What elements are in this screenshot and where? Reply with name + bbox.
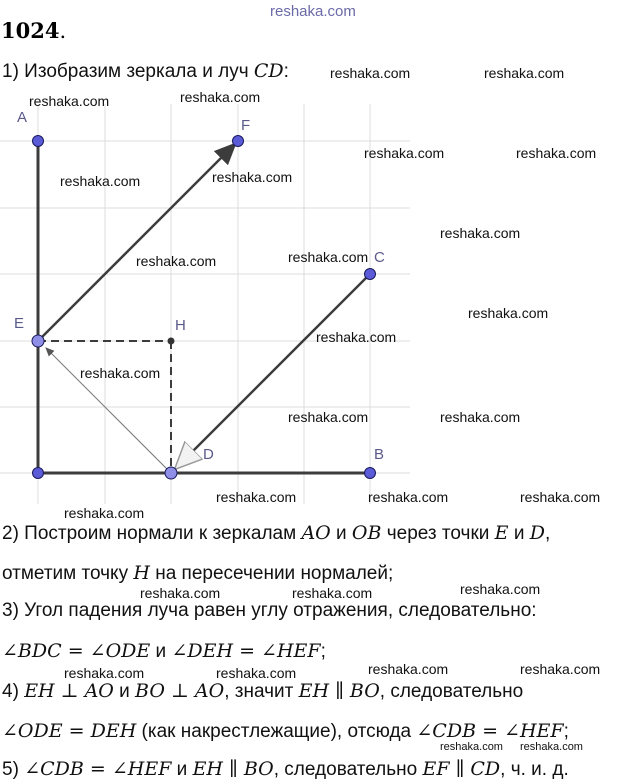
- watermark: reshaka.com: [212, 169, 293, 185]
- step-2-e: E: [494, 522, 509, 544]
- step-5-parallel-2: EF ∥ CD: [422, 758, 501, 780]
- watermark: reshaka.com: [216, 665, 297, 681]
- step-1-end: :: [283, 61, 289, 82]
- grid: [0, 104, 410, 504]
- incident-ray-cd: [178, 274, 370, 466]
- step-2-ao: AO: [301, 522, 331, 544]
- step-3-line-1: 3) Угол падения луча равен углу отражения, следовательно:: [2, 600, 537, 621]
- label-a: A: [17, 109, 28, 126]
- step-4-eq-2: ∠CDB = ∠HEF: [416, 720, 564, 742]
- step-5-therefore: , следовательно: [273, 759, 423, 780]
- step-4-line-1: [2, 680, 523, 703]
- watermark: reshaka.com: [520, 489, 601, 505]
- watermark: reshaka.com: [460, 581, 541, 597]
- watermark: reshaka.com: [64, 505, 145, 521]
- point-o: [33, 468, 44, 479]
- step-4-and: и: [113, 681, 136, 702]
- step-4-eh-perp: EH ⊥ AO: [24, 680, 114, 702]
- watermark: reshaka.com: [520, 661, 601, 677]
- task-number: [1, 18, 66, 43]
- step-2-d: D: [529, 522, 545, 544]
- watermark: reshaka.com: [288, 409, 369, 425]
- watermark: reshaka.com: [316, 329, 397, 345]
- label-c: C: [374, 249, 385, 266]
- site-watermark-header[interactable]: reshaka.com: [270, 3, 356, 20]
- step-5-num: 5): [2, 759, 25, 780]
- step-4-bo-perp: BO ⊥ AO: [135, 680, 225, 702]
- step-3-line-2: [2, 640, 326, 663]
- step-2-and2: и: [508, 523, 530, 544]
- point-f: [233, 136, 244, 147]
- watermark: reshaka.com: [29, 93, 110, 109]
- geometry-figure: [0, 104, 420, 514]
- step-4-reason: (как накрестлежащие), отсюда: [136, 721, 417, 742]
- step-2b-end: на пересечении нормалей;: [149, 563, 394, 584]
- watermark: reshaka.com: [520, 741, 583, 753]
- label-f: F: [241, 117, 251, 134]
- step-5-and: и: [171, 759, 193, 780]
- figure-svg: [0, 104, 420, 514]
- step-4-num: 4): [2, 681, 25, 702]
- step-2b-h: H: [133, 562, 150, 584]
- step-2b-text: отметим точку: [2, 563, 134, 584]
- step-4-eq-1: ∠ODE = DEH: [2, 720, 137, 742]
- watermark: reshaka.com: [288, 249, 369, 265]
- step-1-text: 1) Изобразим зеркала и луч: [2, 61, 254, 82]
- step-2-line-2: [2, 562, 393, 585]
- watermark: reshaka.com: [140, 585, 221, 601]
- watermark: reshaka.com: [64, 665, 145, 681]
- step-4-therefore: , следовательно: [379, 681, 524, 702]
- point-b: [365, 468, 376, 479]
- label-h: H: [175, 317, 186, 334]
- step-5-qed: , ч. и. д.: [500, 759, 569, 780]
- step-1: [2, 60, 289, 83]
- step-5-eq: ∠CDB = ∠HEF: [24, 758, 172, 780]
- step-5: [2, 758, 569, 781]
- watermark: reshaka.com: [364, 145, 445, 161]
- step-1-var: CD: [253, 60, 284, 82]
- watermark: reshaka.com: [136, 253, 217, 269]
- step-4-means: , значит: [224, 681, 299, 702]
- step-2-comma: ,: [544, 523, 551, 544]
- watermark: reshaka.com: [368, 661, 449, 677]
- step-4-line-2: [2, 720, 569, 743]
- watermark: reshaka.com: [484, 65, 565, 81]
- watermark: reshaka.com: [330, 65, 411, 81]
- watermark: reshaka.com: [80, 365, 161, 381]
- step-2-and: и: [330, 523, 352, 544]
- step-4-parallel: EH ∥ BO: [298, 680, 380, 702]
- point-c: [365, 269, 376, 280]
- watermark: reshaka.com: [468, 305, 549, 321]
- watermark: reshaka.com: [60, 173, 141, 189]
- task-number-value: 1024: [1, 18, 60, 43]
- step-3-end: ;: [320, 641, 326, 662]
- label-b: B: [374, 446, 385, 463]
- step-2-line-1: [2, 522, 550, 545]
- point-e: [32, 335, 44, 347]
- watermark: reshaka.com: [368, 489, 449, 505]
- point-d: [165, 467, 177, 479]
- step-2-text: 2) Построим нормали к зеркалам: [2, 523, 302, 544]
- watermark: reshaka.com: [292, 585, 373, 601]
- watermark: reshaka.com: [440, 741, 503, 753]
- step-4-end: ;: [563, 721, 569, 742]
- point-h: [168, 338, 175, 345]
- watermark: reshaka.com: [440, 225, 521, 241]
- watermark: reshaka.com: [516, 145, 597, 161]
- step-3-eq-2: ∠DEH = ∠HEF: [171, 640, 321, 662]
- task-number-dot: .: [59, 19, 67, 43]
- step-5-parallel-1: EH ∥ BO: [192, 758, 274, 780]
- label-e: E: [14, 315, 25, 332]
- step-3-and: и: [150, 641, 172, 662]
- watermark: reshaka.com: [180, 89, 261, 105]
- point-a: [33, 136, 44, 147]
- step-2-ob: OB: [351, 522, 382, 544]
- step-3-eq-1: ∠BDC = ∠ODE: [2, 640, 151, 662]
- step-2-through: через точки: [381, 523, 495, 544]
- watermark: reshaka.com: [216, 489, 297, 505]
- watermark: reshaka.com: [440, 409, 521, 425]
- label-d: D: [203, 446, 214, 463]
